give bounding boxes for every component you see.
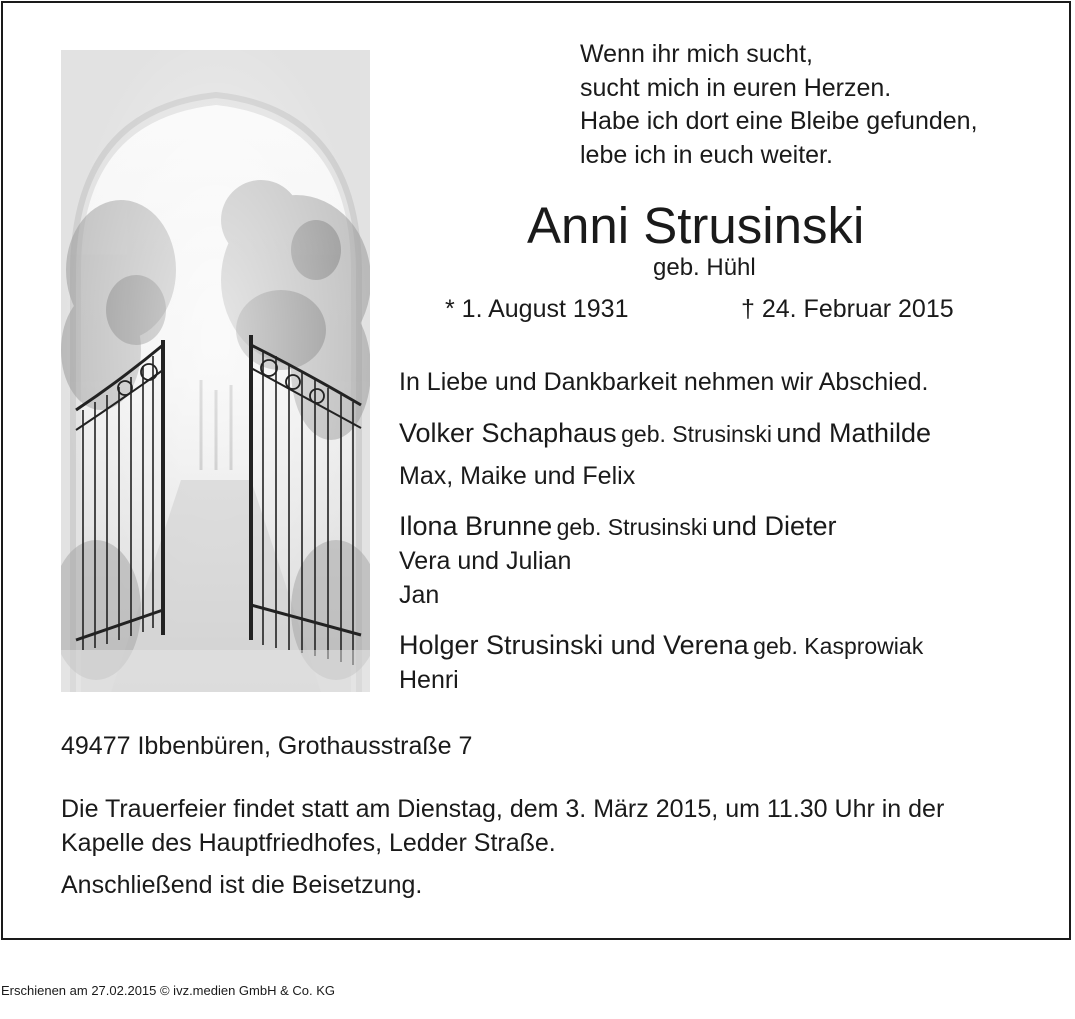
mourner-children: Max, Maike und Felix — [399, 462, 636, 490]
service-line-2: Kapelle des Hauptfriedhofes, Ledder Straße. — [61, 829, 556, 857]
mourner-name: Holger Strusinski und Verena — [399, 630, 749, 660]
mourner-children: Henri — [399, 666, 459, 694]
poem-line: Wenn ihr mich sucht, — [580, 40, 813, 68]
mourner-line-3 — [399, 630, 923, 661]
birth-date: * 1. August 1931 — [445, 295, 629, 323]
burial-text: Anschließend ist die Beisetzung. — [61, 871, 423, 899]
poem-line: Habe ich dort eine Bleibe gefunden, — [580, 107, 978, 135]
service-line-1: Die Trauerfeier findet statt am Dienstag, dem 3. März 2015, um 11.30 Uhr in der — [61, 795, 945, 823]
mourner-maiden: geb. Kasprowiak — [753, 633, 924, 659]
mourner-line-1 — [399, 418, 931, 449]
poem-line: sucht mich in euren Herzen. — [580, 73, 892, 102]
mourner-name: Ilona Brunne — [399, 511, 553, 541]
mourner-partner: und Dieter — [711, 511, 837, 541]
death-date: † 24. Februar 2015 — [741, 295, 954, 323]
mourner-children: Jan — [399, 581, 440, 609]
poem — [580, 38, 978, 172]
garden-gate-photo — [61, 50, 370, 692]
address: 49477 Ibbenbüren, Grothausstraße 7 — [61, 732, 473, 760]
mourner-children: Vera und Julian — [399, 547, 572, 575]
publication-footer: Erschienen am 27.02.2015 © ivz.medien GmbH & Co. KG — [1, 983, 336, 998]
farewell-text: In Liebe und Dankbarkeit nehmen wir Abschied. — [399, 368, 929, 396]
mourner-line-2 — [399, 511, 836, 542]
mourner-partner: und Mathilde — [776, 418, 932, 448]
poem-line: lebe ich in euch weiter. — [580, 140, 833, 169]
mourner-maiden: geb. Strusinski — [556, 514, 708, 540]
deceased-name: Anni Strusinski — [527, 197, 865, 254]
mourner-name: Volker Schaphaus — [399, 418, 617, 448]
maiden-name: geb. Hühl — [653, 254, 756, 281]
mourner-maiden: geb. Strusinski — [621, 421, 772, 447]
